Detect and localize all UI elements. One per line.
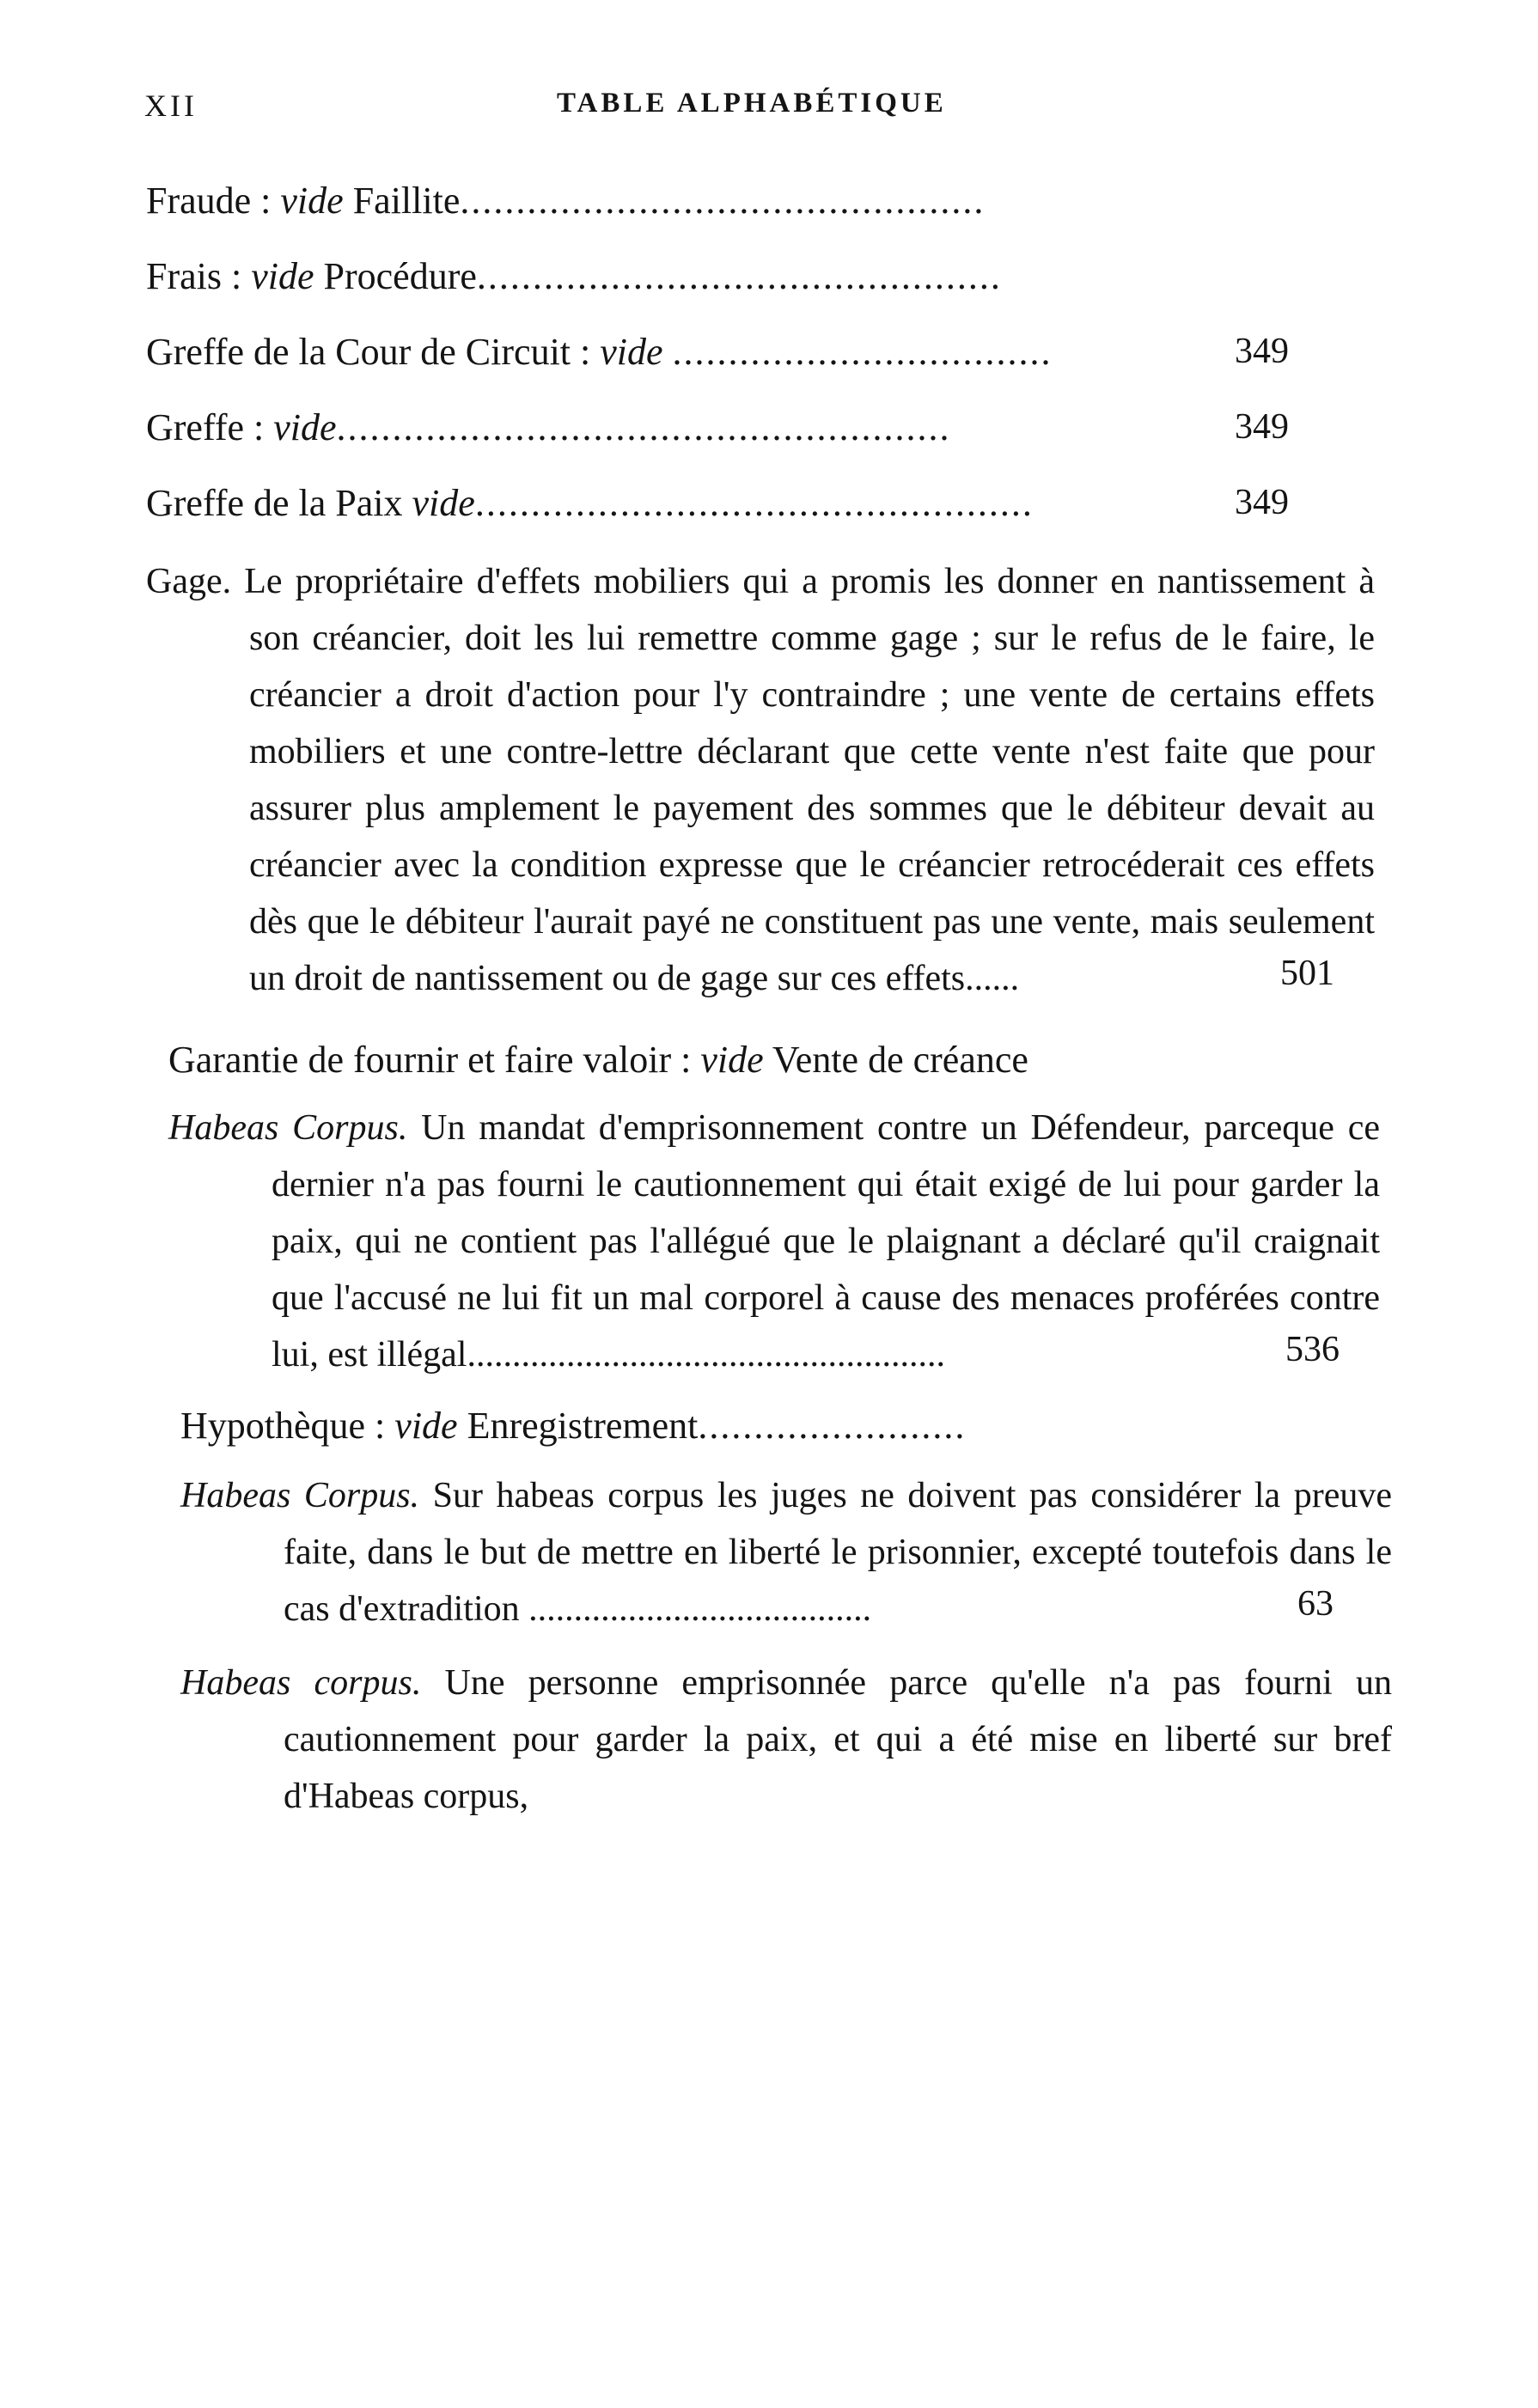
entry-leader-dots: ...............................................: [460, 180, 986, 222]
entry-text: Sur habeas corpus les juges ne doivent pas considérer la preuve faite, dans le but de mettre en liberté le prisonnier, excepté toutefois dans le cas d'extradition ......................................: [284, 1476, 1392, 1629]
entry-term: Greffe de la Paix: [146, 482, 403, 524]
entry-term: Gage.: [146, 562, 232, 601]
entry-reference: Faillite: [352, 180, 461, 222]
entry-leader-dots: ...............................................: [476, 255, 1002, 297]
entry-page-number: 349: [1235, 483, 1289, 522]
index-entry-garantie: [168, 1022, 1260, 1098]
index-entry-greffe-paix: [146, 466, 1289, 541]
entry-leader-dots: ........................: [698, 1405, 967, 1447]
page-header: [144, 88, 1330, 131]
entry-leader-dots: ..................................: [672, 331, 1053, 373]
index-entry-gage: Gage. Le propriétaire d'effets mobiliers qui a promis les donner en nantissement à son créancier, doit les lui remettre comme gage ; sur le refus de le faire, le créancier a droit d'action pour l'y contraindre ; une vente de certains effets mobiliers et une contre-lettre déclarant que cette vente n'est faite que pour assurer plus amplement le payement des sommes que le débiteur devait au créancier avec la condition expresse que le créancier retrocéderait ces effets dès que le débiteur l'aurait payé ne constituent pas une vente, mais seulement un droit de nantissement ou de gage sur ces effets...... 501: [146, 562, 1375, 998]
index-entry-frais: [146, 239, 1280, 314]
entry-text: Le propriétaire d'effets mobiliers qui a promis les donner en nantissement à son créancier, doit les lui remettre comme gage ; sur le refus de le faire, le créancier a droit d'action pour l'y contraindre ; une vente de certains effets mobiliers et une contre-lettre déclarant que cette vente n'est faite que pour assurer plus amplement le payement des sommes que le débiteur devait au créancier avec la condition expresse que le créancier retrocéderait ces effets dès que le débiteur l'aurait payé ne constituent pas une vente, mais seulement un droit de nantissement ou de gage sur ces effets......: [244, 562, 1375, 998]
entry-vide: vide: [394, 1405, 458, 1447]
entry-page-number: 349: [1235, 332, 1289, 371]
entry-term: Frais :: [146, 255, 242, 297]
entry-reference: Procédure: [323, 255, 477, 297]
entry-reference: Enregistrement: [467, 1405, 699, 1447]
running-title: TABLE ALPHABÉTIQUE: [557, 88, 947, 119]
entry-leader-dots: .......................................................: [336, 406, 951, 448]
entry-text: Un mandat d'emprisonnement contre un Défendeur, parceque ce dernier n'a pas fourni le cautionnement qui était exigé de lui pour garder la paix, qui ne contient pas l'allégué que le plaignant a déclaré qu'il craignait que l'accusé ne lui fit un mal corporel à cause des menaces proférées contre lui, est illégal.....................................................: [272, 1108, 1381, 1375]
index-entry-habeas-corpus-1: Habeas Corpus. Un mandat d'emprisonnement contre un Défendeur, parceque ce dernier n'a pas fourni le cautionnement qui était exigé de lui pour garder la paix, qui ne contient pas l'allégué que le plaignant a déclaré qu'il craignait que l'accusé ne lui fit un mal corporel à cause des menaces proférées contre lui, est illégal..................................................... 536: [168, 1108, 1381, 1375]
entry-vide: vide: [251, 255, 314, 297]
index-entry-fraude: [146, 163, 1280, 239]
entry-text: Une personne emprisonnée parce qu'elle n'a pas fourni un cautionnement pour garder la paix, et qui a été mise en liberté sur bref d'Habeas corpus,: [284, 1663, 1392, 1816]
entry-term: Habeas Corpus.: [180, 1476, 420, 1515]
folio-number: XII: [144, 88, 198, 123]
index-entry-greffe: [146, 390, 1289, 466]
index-entry-greffe-cour: [146, 314, 1289, 390]
entry-term: Greffe de la Cour de Circuit :: [146, 331, 591, 373]
entry-term: Habeas Corpus.: [168, 1108, 408, 1148]
index-entries: [146, 163, 1392, 1825]
entry-vide: vide: [700, 1039, 764, 1081]
entry-vide: vide: [280, 180, 344, 222]
index-entry-hypotheque: [180, 1388, 1289, 1464]
entry-term: Hypothèque :: [180, 1405, 386, 1447]
entry-term: Fraude :: [146, 180, 272, 222]
entry-reference: Vente de créance: [772, 1039, 1028, 1081]
entry-term: Habeas corpus.: [180, 1663, 422, 1703]
entry-vide: vide: [273, 406, 337, 448]
entry-term: Garantie de fournir et faire valoir :: [168, 1039, 692, 1081]
entry-leader-dots: ..................................................: [474, 482, 1034, 524]
entry-page-number: 349: [1235, 407, 1289, 447]
entry-vide: vide: [412, 482, 475, 524]
entry-term: Greffe :: [146, 406, 265, 448]
entry-vide: vide: [600, 331, 663, 373]
index-entry-habeas-corpus-3: [180, 1655, 1392, 1825]
index-entry-habeas-corpus-2: Habeas Corpus. Sur habeas corpus les juges ne doivent pas considérer la preuve faite, dans le but de mettre en liberté le prisonnier, excepté toutefois dans le cas d'extradition ...................................... 63: [180, 1476, 1392, 1629]
